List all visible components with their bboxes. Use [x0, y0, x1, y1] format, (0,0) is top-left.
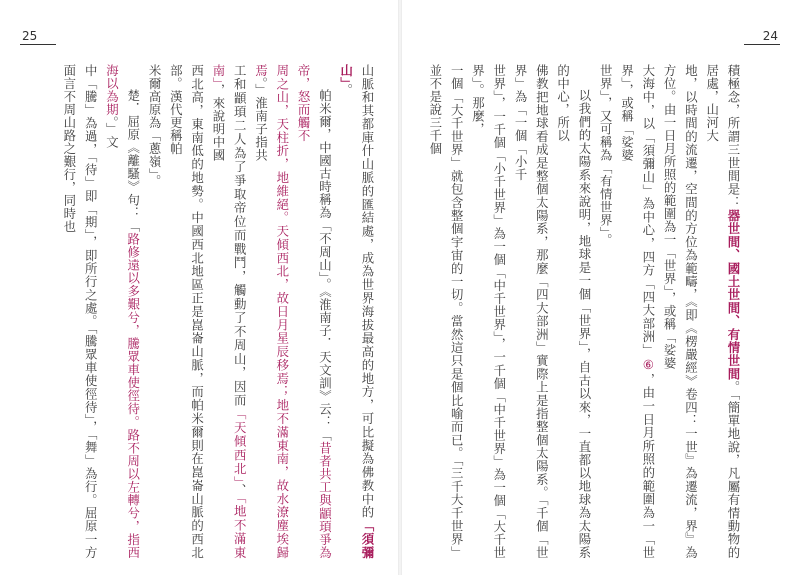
text-run: 大海中，以「須彌山」為中心，四方「四大部洲」: [640, 64, 656, 357]
quoted-text: 「天傾西北」: [232, 407, 248, 484]
text-column: [616, 64, 659, 559]
text-run: 中「騰」為過，「待」即「期」，即所行之處。「騰眾車使徑待」，「舞」為行。屈原一方面言不周山路之艱行，同時也: [61, 64, 99, 559]
text-column: [165, 64, 208, 559]
text-run: 。」淮南子指共: [253, 77, 269, 162]
quoted-text: 「地不滿東南」: [210, 64, 248, 559]
body-text: [424, 64, 744, 559]
page-number: 24: [762, 29, 778, 43]
text-run: 西北高，東南低的地勢。中國西北地區正是崑崙山脈，而帕米爾則在崑崙山脈的西北部。漢代更稱帕: [168, 64, 205, 559]
paragraph-indent: [583, 64, 584, 89]
text-column: [425, 64, 468, 559]
quoted-text: 周之山，天柱折，地維絕。天傾西北，故日月星辰移焉；地不滿東南，故水潦塵埃歸焉: [253, 64, 290, 559]
body-text: [56, 64, 378, 559]
quoted-text: 路修遠以多艱兮，騰眾車使徑待。路不周以左轉兮，指西海以為期: [104, 64, 141, 559]
text-column: [701, 64, 744, 559]
text-column: [59, 64, 102, 559]
highlighted-text: 「須彌山」: [338, 64, 375, 559]
highlighted-text: 器世間、國土世間、有情世間: [726, 209, 741, 381]
text-column: [467, 64, 510, 559]
text-run: 。: [338, 83, 354, 97]
text-column: [208, 64, 251, 559]
text-column: [144, 64, 165, 559]
text-run: 一個「大千世界」就包含整個宇宙的一切。當然這只是個比喻而已。「三千大千世界」並不是說三千個: [427, 64, 465, 559]
text-run: 楚．屈原《離騷》句：「: [125, 88, 141, 233]
page-number: 25: [22, 29, 38, 43]
header-rule: [20, 44, 56, 45]
text-run: 世界」，一千個「小千世界」為一個「中千世界」，一千個「中千世界」為一個「大千世界」。那麼，: [470, 64, 507, 559]
text-run: 地，以時間的流遷，空間的方位為範疇，《即《楞嚴經》卷四：一世』為遷流，界』為方位。由一日月所照的範圍為一「世界」，或稱「娑婆: [662, 64, 699, 559]
text-column: [335, 64, 378, 559]
quoted-text: 昔者共工與顓頊爭為帝，怒而觸不: [296, 64, 333, 559]
paragraph-indent: [324, 64, 325, 89]
text-column: [552, 64, 595, 559]
text-run: ，由一日月所照的範圍為一「世界」，或稱「娑婆: [619, 64, 656, 559]
text-run: 以我們的太陽系來說明，地球是一個「世界」，自古以來，一直都以地球為太陽系的中心，所以: [555, 64, 592, 559]
text-run: 。」文: [104, 116, 120, 149]
text-column: [293, 64, 336, 559]
text-run: 工和顓頊二人為了爭取帝位而戰鬥，觸動了不周山，因而: [232, 64, 248, 408]
text-column: [659, 64, 702, 559]
text-run: 。「簡單地說，凡屬有情動物的居處，山河大: [704, 64, 741, 559]
text-run: 、: [232, 483, 248, 498]
paragraph-indent: [132, 64, 133, 89]
text-run: 山脈和其都庫什山脈的匯結處，成為世界海拔最高的地方，可比擬為佛教中的: [360, 64, 375, 520]
right-page: [400, 0, 800, 575]
text-column: [510, 64, 553, 559]
text-column: [424, 64, 425, 559]
header-rule: [744, 44, 780, 45]
text-column: [56, 64, 59, 559]
text-run: 積極念，所謂三世間是：: [726, 64, 741, 210]
text-run: ，來說明中國: [210, 83, 226, 162]
text-run: 佛教把地球看成是整個太陽系，那麼「四大部洲」實際上是指整個太陽系。「千個「世界」為「一個「小千: [513, 64, 550, 559]
text-run: 世界」，又可稱為「有情世界」。: [598, 64, 614, 247]
text-run: 帕米爾，中國古時稱為「不周山」。《淮南子．天文訓》云：「: [317, 88, 333, 442]
text-column: [101, 64, 144, 559]
text-column: [595, 64, 616, 559]
text-run: 米爾高原為「蔥嶺」。: [147, 64, 163, 188]
footnote-marker: ⑥: [640, 356, 656, 373]
text-column: [250, 64, 293, 559]
